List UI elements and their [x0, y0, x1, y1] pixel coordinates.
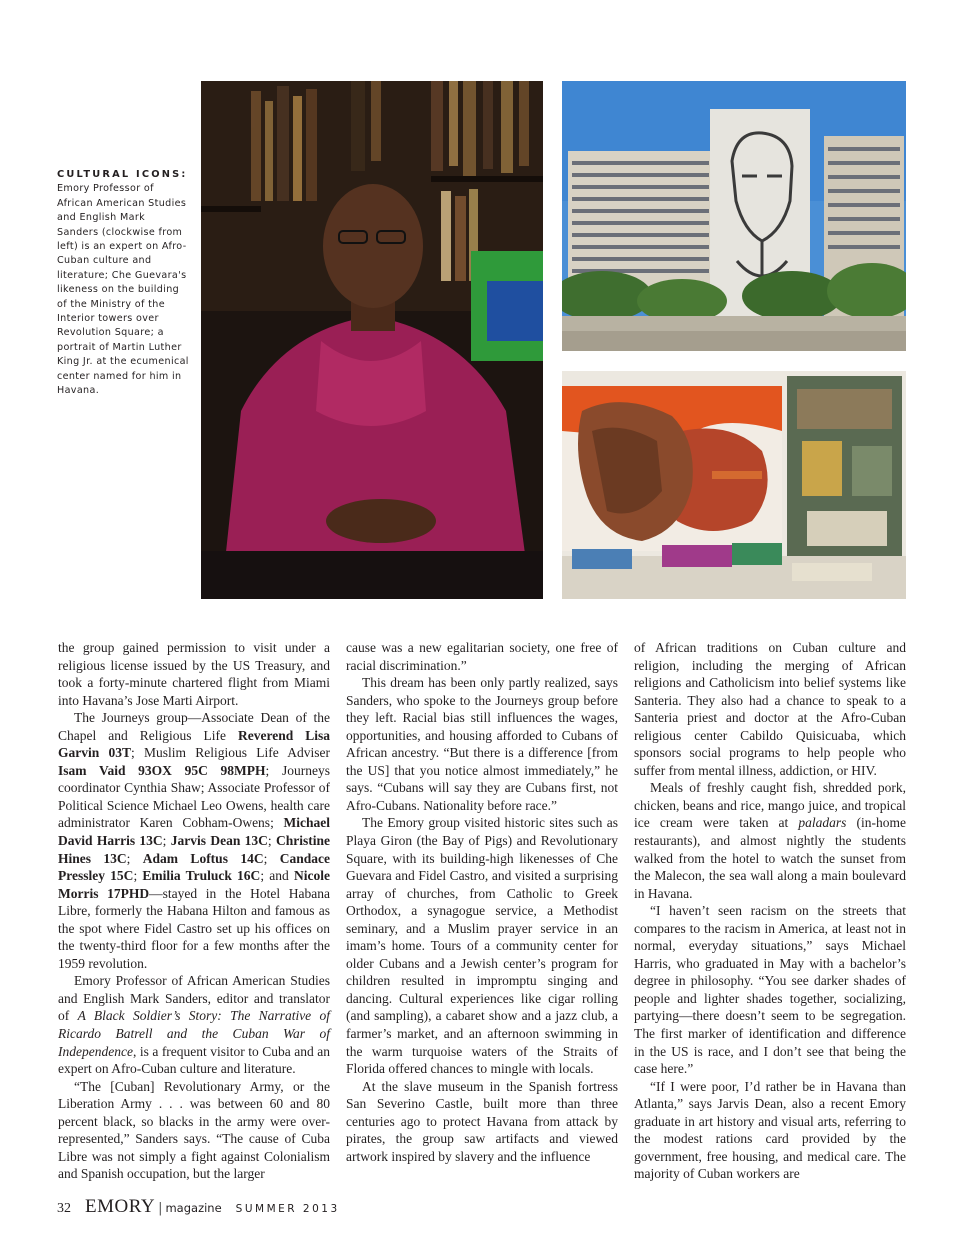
paragraph: cause was a new egalitarian society, one free of racial discrimination.”: [346, 640, 618, 673]
paragraph: At the slave museum in the Spanish fortress San Severino Castle, built more than three centuries ago to protect Havana from attack by pirates, the group saw artifacts and viewed artwork inspired by slavery and the influence: [346, 1078, 618, 1164]
paragraph: Emory Professor of African American Studies and English Mark Sanders, editor and translator of A Black Soldier’s Story: The Narrative of Ricardo Batrell and the Cuban War of Independence, is a frequent visitor to Cuba and an expert on Afro-Cuban culture and literature.: [58, 973, 331, 1077]
footer-divider: |: [158, 1201, 163, 1216]
paragraph: The Emory group visited historic sites such as Playa Giron (the Bay of Pigs) and Revolutionary Square, with its building-high likenesses of Che Guevara and Fidel Castro, and visited a surprising array of churches, from Catholic to Greek Orthodox, a synagogue service, a Methodist seminary, and a Muslim prayer service in an imam’s home. Tours of a community center for older Cubans and a Jewish center’s program for children resulted in impromptu singing and dancing. Cultural experiences like cigar rolling (and sampling), a cabaret show and a jazz club, a farmer’s market, and an afternoon swimming in the warm turquoise waters of the Straits of Florida offered chances to mingle with locals.: [346, 815, 618, 1077]
paragraph: the group gained permission to visit under a religious license issued by the US Treasury, and took a forty-minute chartered flight from Miami into Havana’s Jose Marti Airport.: [58, 640, 330, 708]
paragraph: “If I were poor, I’d rather be in Havana than Atlanta,” says Jarvis Dean, also a recent Emory graduate in art history and visual arts, referring to the modest rations card provided by the government, free housing, and medical care. The majority of Cuban workers are: [634, 1078, 906, 1182]
page-number: 32: [57, 1201, 71, 1216]
caption-heading: CULTURAL ICONS:: [57, 169, 188, 180]
paragraph: “I haven’t seen racism on the streets that compares to the racism in America, at least not in normal, everyday situations,” says Michael Harris, who graduated in May with a bachelor’s degree in philosophy. “You see darker shades of people and lighter shades together, socializing, partying—there doesn’t seem to be segregation. The first marker of identification and difference in the US is race, and I don’t see that being the case here.”: [634, 903, 906, 1077]
painting-photo: [562, 371, 906, 599]
issue-label: SUMMER 2013: [235, 1203, 340, 1215]
article-column-3: [634, 639, 906, 1183]
article-column-1: [58, 639, 330, 1183]
magazine-label: magazine: [165, 1201, 222, 1215]
building-photo: [562, 81, 906, 351]
magazine-brand: EMORY: [85, 1196, 156, 1217]
photo-caption: [57, 168, 189, 399]
paragraph: “The [Cuban] Revolutionary Army, or the Liberation Army . . . was between 60 and 80 percent black, so blacks in the army were over-represented,” Sanders says. “The cause of Cuba Libre was not simply a fight against Colonialism and Spanish occupation, but the larger: [58, 1078, 330, 1182]
portrait-photo: [201, 81, 543, 599]
paragraph: of African traditions on Cuban culture and religion, including the merging of African religions and Catholicism into belief systems like Santeria. They also had a chance to speak to a Santeria priest and doctor at the Afro-Cuban religious center Cabildo Quisicuaba, which sponsors social programs to help people who suffer from mental illness, addiction, or HIV.: [634, 640, 906, 778]
page-footer: [57, 1196, 340, 1218]
paragraph: Meals of freshly caught fish, shredded pork, chicken, beans and rice, mango juice, and tropical ice cream were taken at paladars (in-home restaurants), and almost nightly the students walked from the hotel to watch the sunset from the Malecon, the sea wall along a main boulevard in Havana.: [634, 780, 906, 901]
caption-text: Emory Professor of African American Studies and English Mark Sanders (clockwise from left) is an expert on Afro-Cuban culture and literature; Che Guevara's likeness on the building of the Ministry of the Interior towers over Revolution Square; a portrait of Martin Luther King Jr. at the ecumenical center named for him in Havana.: [57, 183, 189, 397]
paragraph: The Journeys group—Associate Dean of the Chapel and Religious Life Reverend Lisa Garvin 03T; Muslim Religious Life Adviser Isam Vaid 93OX 95C 98MPH; Journeys coordinator Cynthia Shaw; Associate Professor of Political Science Michael Leo Owens, health care administrator Karen Cobham-Owens; Michael David Harris 13C; Jarvis Dean 13C; Christine Hines 13C; Adam Loftus 14C; Candace Pressley 15C; Emilia Truluck 16C; and Nicole Morris 17PHD—stayed in the Hotel Habana Libre, formerly the Habana Hilton and famous as the spot where Fidel Castro set up his offices on the twenty-third floor for a few months after the 1959 revolution.: [58, 710, 331, 971]
paragraph: This dream has been only partly realized, says Sanders, who spoke to the Journeys group before they left. Racial bias still influences the wages, opportunities, and housing afforded to Cubans of African ancestry. “But there is a difference [from the US] that you notice almost immediately,” he says. “Cubans will say they are Cubans first, not Afro-Cubans. Nationality before race.”: [346, 675, 618, 813]
article-column-2: [346, 639, 618, 1165]
